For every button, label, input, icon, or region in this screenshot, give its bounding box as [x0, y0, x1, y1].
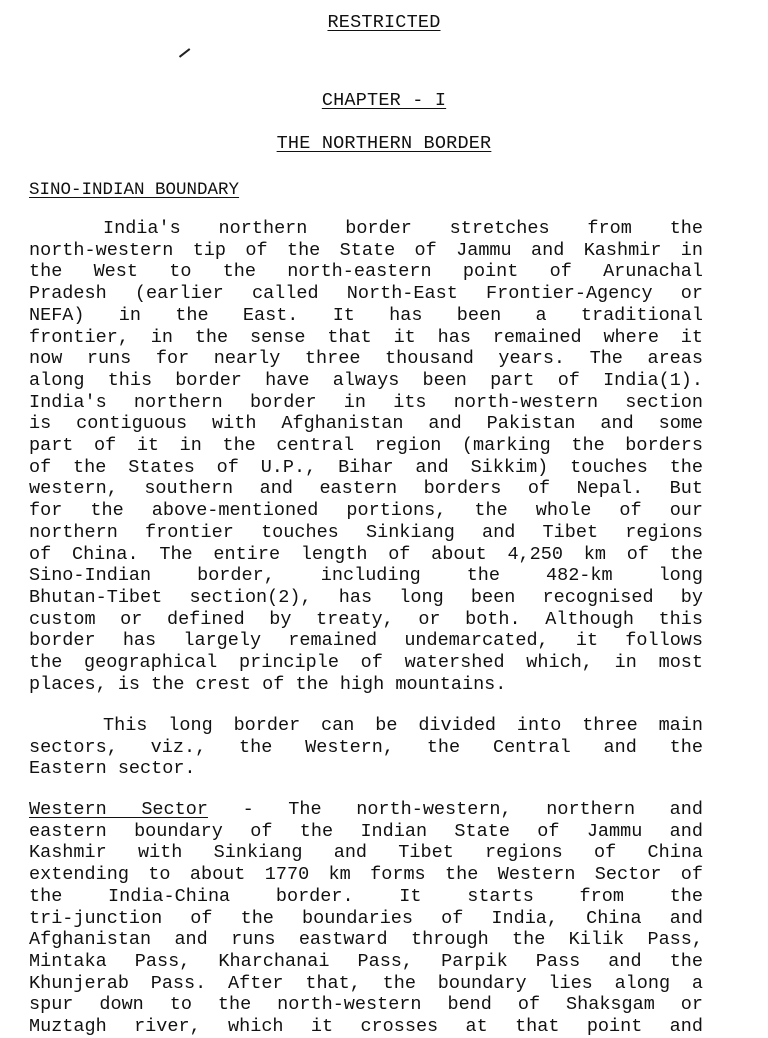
text-line: Sino-Indian border, including the 482-km long [29, 565, 703, 587]
section-heading [29, 180, 239, 200]
text-line: sectors, viz., the Western, the Central and the [29, 736, 703, 758]
text-line [29, 799, 703, 821]
text-line: Khunjerab Pass. After that, the boundary lies along a [29, 972, 703, 994]
paragraph-3 [29, 799, 703, 1038]
chapter-number-text: CHAPTER - I [321, 90, 447, 111]
text-line: the India-China border. It starts from the [29, 885, 703, 907]
text-line: India's northern border stretches from the [103, 218, 703, 239]
text-line: now runs for nearly three thousand years. The areas [29, 348, 703, 370]
text-line: part of it in the central region (marking the borders [29, 435, 703, 457]
text-line: India's northern border in its north-western section [29, 391, 703, 413]
text-line: extending to about 1770 km forms the Western Sector of [29, 864, 703, 886]
text-line: of the States of U.P., Bihar and Sikkim) touches the [29, 456, 703, 478]
classification-header [0, 12, 768, 33]
text-line: Eastern sector. [29, 758, 196, 780]
western-sector-heading: Western Sector [29, 799, 208, 820]
text-line: Muztagh river, which it crosses at that point and [29, 1016, 703, 1038]
text-line: Afghanistan and runs eastward through the Kilik Pass, [29, 929, 703, 951]
text-line: spur down to the north-western bend of Shaksgam or [29, 994, 703, 1016]
text-line: This long border can be divided into three main [103, 715, 703, 736]
text-line: custom or defined by treaty, or both. Although this [29, 608, 703, 630]
text-line: eastern boundary of the Indian State of Jammu and [29, 820, 703, 842]
text-line: of China. The entire length of about 4,250 km of the [29, 543, 703, 565]
stray-mark [179, 48, 190, 57]
text-line: NEFA) in the East. It has been a traditional [29, 304, 703, 326]
chapter-title-text: THE NORTHERN BORDER [276, 133, 492, 154]
text-line: Kashmir with Sinkiang and Tibet regions of China [29, 842, 703, 864]
text-line: Bhutan-Tibet section(2), has long been recognised by [29, 586, 703, 608]
paragraph-1 [29, 218, 703, 695]
text-line: along this border have always been part of India(1). [29, 369, 703, 391]
text-segment: - The north-western, northern and [207, 799, 703, 820]
text-line: border has largely remained undemarcated, it follows [29, 630, 703, 652]
text-line: north-western tip of the State of Jammu and Kashmir in [29, 239, 703, 261]
text-line: the West to the north-eastern point of Arunachal [29, 261, 703, 283]
text-line: western, southern and eastern borders of Nepal. But [29, 478, 703, 500]
section-heading-text: SINO-INDIAN BOUNDARY [29, 180, 240, 200]
text-line: Mintaka Pass, Kharchanai Pass, Parpik Pass and the [29, 950, 703, 972]
text-line: places, is the crest of the high mountains. [29, 673, 507, 695]
text-line: frontier, in the sense that it has remained where it [29, 326, 703, 348]
text-line: the geographical principle of watershed which, in most [29, 652, 703, 674]
paragraph-2 [29, 715, 703, 780]
chapter-title [0, 133, 768, 154]
restricted-label: RESTRICTED [327, 12, 441, 33]
text-line: tri-junction of the boundaries of India, China and [29, 907, 703, 929]
text-line: Pradesh (earlier called North-East Frontier-Agency or [29, 283, 703, 305]
text-line: is contiguous with Afghanistan and Pakistan and some [29, 413, 703, 435]
text-line: for the above-mentioned portions, the whole of our [29, 500, 703, 522]
text-line: northern frontier touches Sinkiang and Tibet regions [29, 521, 703, 543]
chapter-number [0, 90, 768, 111]
